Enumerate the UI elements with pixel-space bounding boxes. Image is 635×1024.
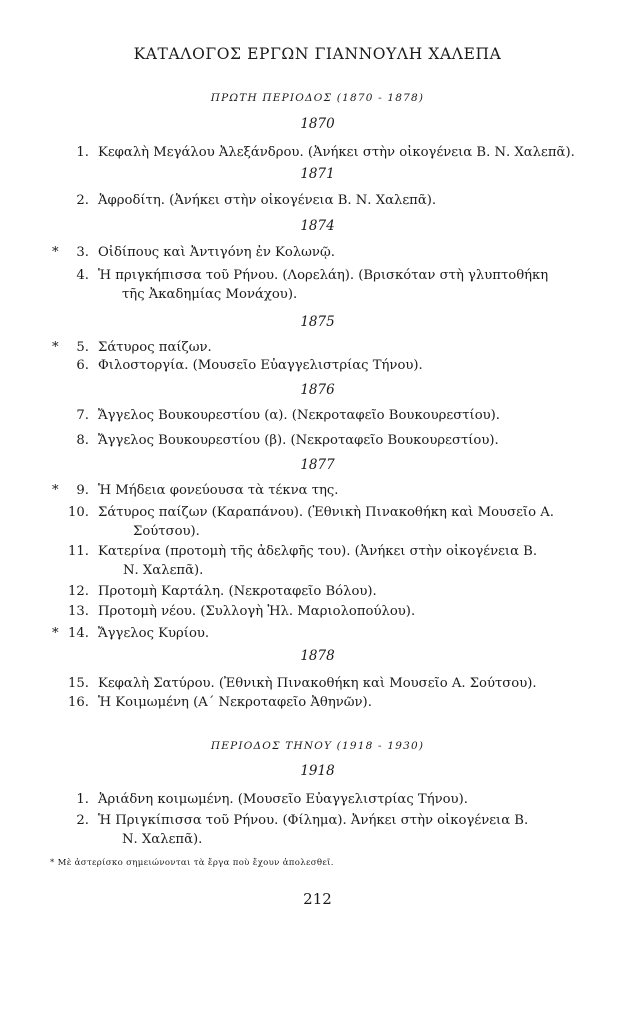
entry-text: Φιλοστοργία. (Μουσεῖο Εὐαγγελιστρίας Τήνου). <box>98 358 423 373</box>
entry-text: Κατερίνα (προτομὴ τῆς ἀδελφῆς του). (Ἀνήκει στὴν οἰκογένεια Β. <box>98 544 538 559</box>
year-heading: 1874 <box>300 218 335 234</box>
year-heading: 1870 <box>300 116 335 132</box>
lost-work-asterisk: * <box>52 626 59 641</box>
entry-number: 6. <box>76 358 89 373</box>
catalogue-entry <box>0 143 635 163</box>
page-title: ΚΑΤΑΛΟΓΟΣ ΕΡΓΩΝ ΓΙΑΝΝΟΥΛΗ ΧΑΛΕΠΑ <box>133 45 502 63</box>
entry-number: 7. <box>76 408 89 423</box>
entry-number: 12. <box>68 584 89 599</box>
entry-text: Ἄγγελος Κυρίου. <box>98 626 210 641</box>
entry-number: 14. <box>68 626 89 641</box>
entry-text: Ἡ πριγκήπισσα τοῦ Ρήνου. (Λορελάη). (Βρισκόταν στὴ γλυπτοθήκη <box>98 268 549 283</box>
entry-number: 16. <box>68 695 89 710</box>
entry-number: 2. <box>76 193 89 208</box>
catalogue-entry <box>0 503 635 523</box>
entry-text-continuation: Σούτσου). <box>133 524 200 539</box>
entry-number: 1. <box>76 792 89 807</box>
entry-text: Προτομὴ Καρτάλη. (Νεκροταφεῖο Βόλου). <box>98 584 377 599</box>
page-number: 212 <box>303 890 332 908</box>
entry-text: Οἰδίπους καὶ Ἀντιγόνη ἐν Κολωνῷ. <box>98 245 335 260</box>
entry-text-continuation: τῆς Ἀκαδημίας Μονάχου). <box>122 287 298 302</box>
catalogue-entry <box>0 693 635 713</box>
entry-text: Σάτυρος παίζων. <box>98 340 212 355</box>
lost-work-asterisk: * <box>52 483 59 498</box>
entry-number: 2. <box>76 813 89 828</box>
year-heading: 1878 <box>300 648 335 664</box>
entry-number: 11. <box>68 544 89 559</box>
entry-continuation <box>0 285 635 305</box>
entry-number: 10. <box>68 505 89 520</box>
entry-number: 8. <box>76 433 89 448</box>
catalogue-entry <box>0 338 635 358</box>
entry-number: 1. <box>76 145 89 160</box>
catalogue-entry <box>0 582 635 602</box>
year-heading: 1876 <box>300 382 335 398</box>
catalogue-entry <box>0 191 635 211</box>
entry-text: Ἡ Κοιμωμένη (Α΄ Νεκροταφεῖο Ἀθηνῶν). <box>98 695 372 710</box>
entry-text: Ἀριάδνη κοιμωμένη. (Μουσεῖο Εὐαγγελιστρίας Τήνου). <box>98 792 468 807</box>
section-heading: ΠΕΡΙΟΔΟΣ ΤΗΝΟΥ (1918 - 1930) <box>210 740 425 752</box>
entry-text: Ἡ Πριγκίπισσα τοῦ Ρήνου. (Φίλημα). Ἀνήκει στὴν οἰκογένεια Β. <box>98 813 529 828</box>
catalogue-entry <box>0 542 635 562</box>
entry-text: Ἡ Μήδεια φονεύουσα τὰ τέκνα της. <box>98 483 339 498</box>
catalogue-entry <box>0 790 635 810</box>
catalogue-entry <box>0 602 635 622</box>
entry-number: 13. <box>68 604 89 619</box>
catalogue-entry <box>0 674 635 694</box>
entry-text: Κεφαλὴ Σατύρου. (Ἐθνικὴ Πινακοθήκη καὶ Μουσεῖο Α. Σούτσου). <box>98 676 537 691</box>
lost-work-asterisk: * <box>52 245 59 260</box>
entry-text: Ἀφροδίτη. (Ἀνήκει στὴν οἰκογένεια Β. Ν. Χαλεπᾶ). <box>98 193 437 208</box>
entry-number: 5. <box>76 340 89 355</box>
entry-text-continuation: Ν. Χαλεπᾶ). <box>123 563 204 578</box>
entry-number: 9. <box>76 483 89 498</box>
lost-work-asterisk: * <box>52 340 59 355</box>
section-heading: ΠΡΩΤΗ ΠΕΡΙΟΔΟΣ (1870 - 1878) <box>210 92 425 104</box>
entry-text: Ἄγγελος Βουκουρεστίου (α). (Νεκροταφεῖο Βουκουρεστίου). <box>98 408 500 423</box>
entry-continuation <box>0 522 635 542</box>
entry-text: Προτομὴ νέου. (Συλλογὴ Ἠλ. Μαριολοπούλου). <box>98 604 416 619</box>
entry-number: 4. <box>76 268 89 283</box>
catalogue-entry <box>0 243 635 263</box>
entry-continuation <box>0 561 635 581</box>
catalogue-entry <box>0 356 635 376</box>
catalogue-entry <box>0 431 635 451</box>
catalogue-entry <box>0 624 635 644</box>
entry-text: Κεφαλὴ Μεγάλου Ἀλεξάνδρου. (Ἀνήκει στὴν οἰκογένεια Β. Ν. Χαλεπᾶ). <box>98 145 575 160</box>
catalogue-entry <box>0 406 635 426</box>
entry-text: Ἄγγελος Βουκουρεστίου (β). (Νεκροταφεῖο Βουκουρεστίου). <box>98 433 499 448</box>
entry-text-continuation: Ν. Χαλεπᾶ). <box>122 832 203 847</box>
year-heading: 1871 <box>300 166 335 182</box>
catalogue-entry <box>0 266 635 286</box>
catalogue-entry <box>0 481 635 501</box>
year-heading: 1875 <box>300 314 335 330</box>
entry-continuation <box>0 830 635 850</box>
catalogue-entry <box>0 811 635 831</box>
year-heading: 1918 <box>300 763 335 779</box>
entry-text: Σάτυρος παίζων (Καραπάνου). (Ἐθνικὴ Πινακοθήκη καὶ Μουσεῖο Α. <box>98 505 554 520</box>
entry-number: 3. <box>76 245 89 260</box>
footnote: * Μὲ ἀστερίσκο σημειώνονται τὰ ἔργα ποὺ ἔχουν ἀπολεσθεῖ. <box>50 858 334 868</box>
year-heading: 1877 <box>300 457 335 473</box>
entry-number: 15. <box>68 676 89 691</box>
